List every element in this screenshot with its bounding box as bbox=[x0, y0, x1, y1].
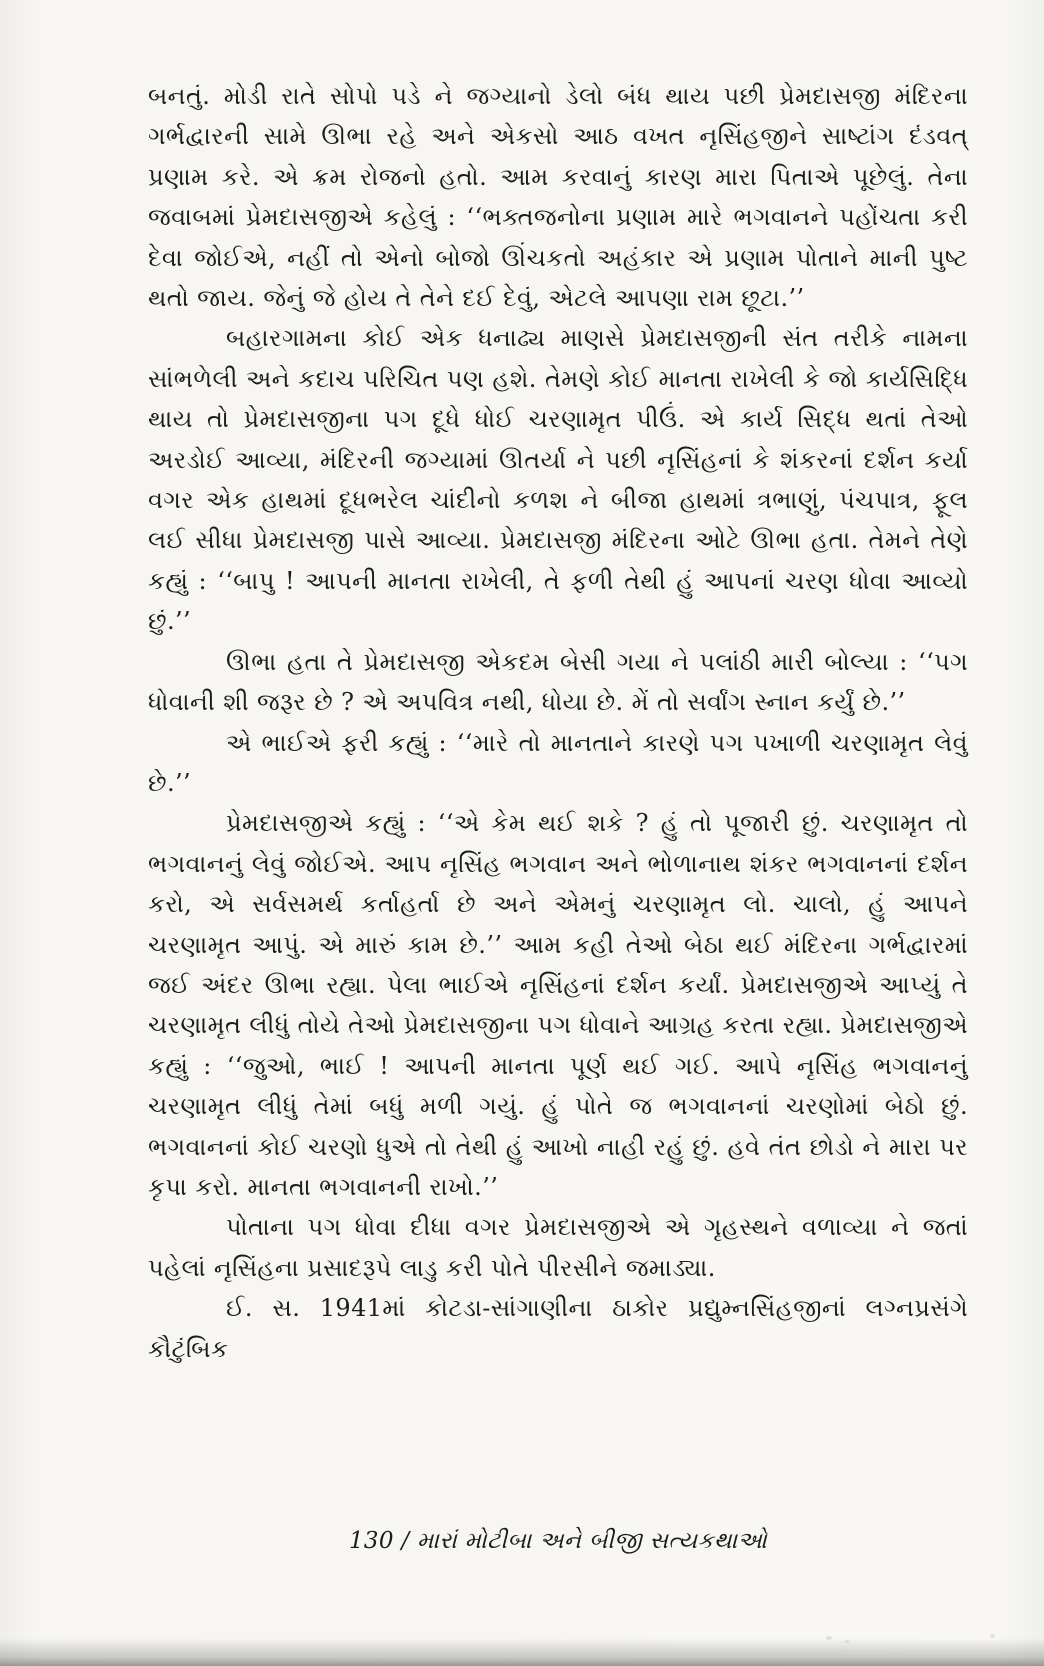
paragraph-7: ઈ. સ. 1941માં કોટડા-સાંગાણીના ઠાકોર પ્રદ્યુમ્નસિંહજીનાં લગ્નપ્રસંગે કૌટુંબિક bbox=[148, 1294, 968, 1363]
paragraph-5: પ્રેમદાસજીએ કહ્યું : ‘‘એ કેમ થઈ શકે ? હું તો પૂજારી છું. ચરણામૃત તો ભગવાનનું લેવું જોઈએ. આપ નૃસિંહ ભગવાન અને ભોળાનાથ શંકર ભગવાનનાં દર્શન કરો, એ સર્વસમર્થ કર્તાહર્તા છે અને એમનું ચરણામૃત લો. ચાલો, હું આપને ચરણામૃત આપું. એ મારું કામ છે.’’ આમ કહી તેઓ બેઠા થઈ મંદિરના ગર્ભદ્વારમાં જઈ અંદર ઊભા રહ્યા. પેલા ભાઈએ નૃસિંહનાં દર્શન કર્યાં. પ્રેમદાસજીએ આપ્યું તે ચરણામૃત લીધું તોયે તેઓ પ્રેમદાસજીના પગ ધોવાને આગ્રહ કરતા રહ્યા. પ્રેમદાસજીએ કહ્યું : ‘‘જુઓ, ભાઈ ! આપની માનતા પૂર્ણ થઈ ગઈ. આપે નૃસિંહ ભગવાનનું ચરણામૃત લીધું તેમાં બધું મળી ગયું. હું પોતે જ ભગવાનનાં ચરણોમાં બેઠો છું. ભગવાનનાં કોઈ ચરણો ધુએ તો તેથી હું આખો નાહી રહું છું. હવે તંત છોડો ને મારા પર કૃપા કરો. માનતા ભગવાનની રાખો.’’ bbox=[148, 809, 968, 1201]
paragraph-1: બનતું. મોડી રાતે સોપો પડે ને જગ્યાનો ડેલો બંધ થાય પછી પ્રેમદાસજી મંદિરના ગર્ભદ્વારની સામે ઊભા રહે અને એકસો આઠ વખત નૃસિંહજીને સાષ્ટાંગ દંડવત્ પ્રણામ કરે. એ ક્રમ રોજનો હતો. આમ કરવાનું કારણ મારા પિતાએ પૂછેલું. તેના જવાબમાં પ્રેમદાસજીએ કહેલું : ‘‘ભક્તજનોના પ્રણામ મારે ભગવાનને પહોંચતા કરી દેવા જોઈએ, નહીં તો એનો બોજો ઊંચકતો અહંકાર એ પ્રણામ પોતાને માની પુષ્ટ થતો જાય. જેનું જે હોય તે તેને દઈ દેવું, એટલે આપણા રામ છૂટા.’’ bbox=[148, 82, 968, 313]
body-text bbox=[148, 76, 968, 1369]
page-footer: 130 / મારાં મોટીબા અને બીજી સત્યકથાઓ bbox=[348, 1528, 768, 1554]
paragraph-4: એ ભાઈએ ફરી કહ્યું : ‘‘મારે તો માનતાને કારણે પગ પખાળી ચરણામૃત લેવું છે.’’ bbox=[148, 728, 968, 797]
paragraph-6: પોતાના પગ ધોવા દીધા વગર પ્રેમદાસજીએ એ ગૃહસ્થને વળાવ્યા ને જતાં પહેલાં નૃસિંહના પ્રસાદરૂપે લાડુ કરી પોતે પીરસીને જમાડ્યા. bbox=[148, 1213, 968, 1282]
paragraph-3: ઊભા હતા તે પ્રેમદાસજી એકદમ બેસી ગયા ને પલાંઠી મારી બોલ્યા : ‘‘પગ ધોવાની શી જરૂર છે ? એ અપવિત્ર નથી, ધોયા છે. મેં તો સર્વાંગ સ્નાન કર્યું છે.’’ bbox=[148, 647, 968, 717]
paragraph-2: બહારગામના કોઈ એક ધનાઢ્ય માણસે પ્રેમદાસજીની સંત તરીકે નામના સાંભળેલી અને કદાચ પરિચિત પણ હશે. તેમણે કોઈ માનતા રાખેલી કે જો કાર્યસિદ્ધિ થાય તો પ્રેમદાસજીના પગ દૂધે ધોઈ ચરણામૃત પીઉં. એ કાર્ય સિદ્ધ થતાં તેઓ અરડોઈ આવ્યા, મંદિરની જગ્યામાં ઊતર્યા ને પછી નૃસિંહનાં કે શંકરનાં દર્શન કર્યા વગર એક હાથમાં દૂધભરેલ ચાંદીનો કળશ ને બીજા હાથમાં ત્રભાણું, પંચપાત્ર, ફૂલ લઈ સીધા પ્રેમદાસજી પાસે આવ્યા. પ્રેમદાસજી મંદિરના ઓટે ઊભા હતા. તેમને તેણે કહ્યું : ‘‘બાપુ ! આપની માનતા રાખેલી, તે ફળી તેથી હું આપનાં ચરણ ધોવા આવ્યો છું.’’ bbox=[148, 324, 968, 636]
scan-bottom-edge bbox=[0, 1638, 1044, 1666]
